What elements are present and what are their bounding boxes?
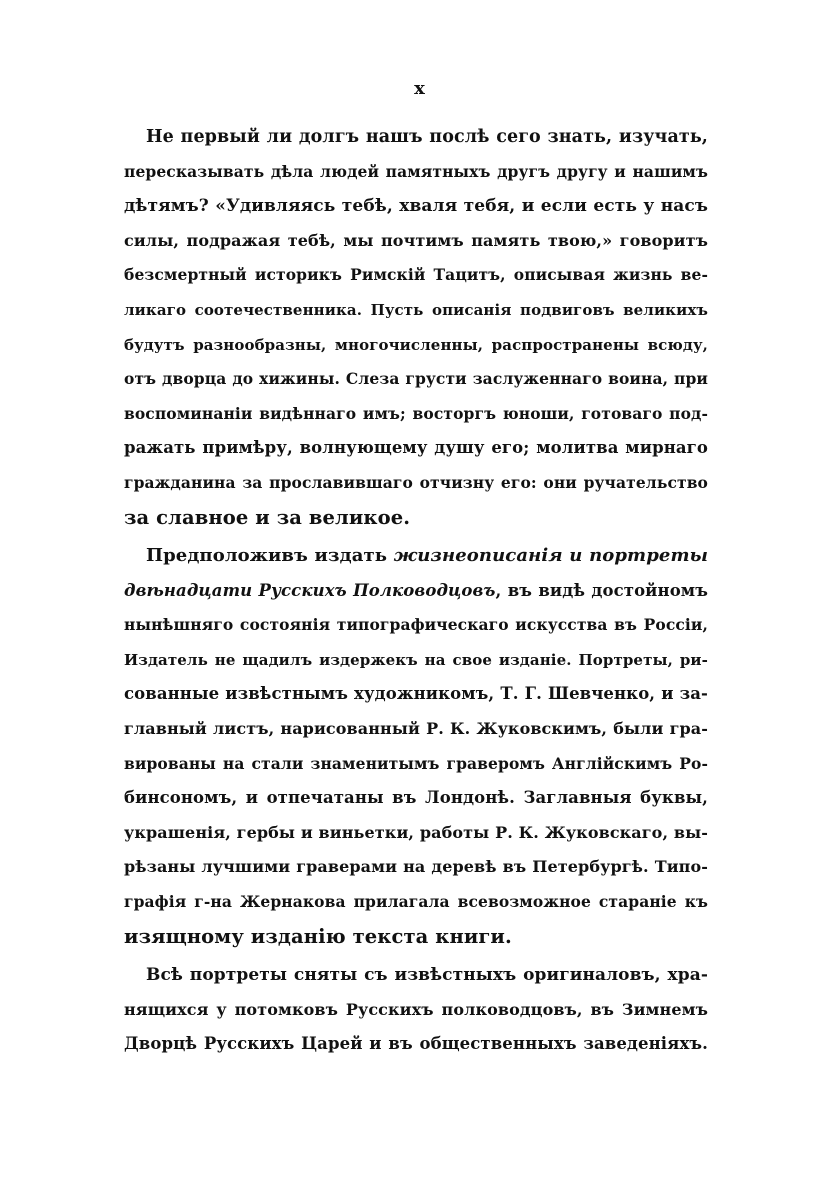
text-line: Дворцѣ Русскихъ Царей и въ общественныхъ заведеніяхъ. [124,1034,708,1054]
text-line: дѣтямъ? «Удивляясь тебѣ, хваля тебя, и если есть у насъ [124,196,708,217]
text-line: нынѣшняго состоянія типографическаго искусства въ Россіи, [124,615,708,635]
text-line: воспоминаніи видѣннаго имъ; восторгъ юноши, готоваго под- [124,403,708,423]
italic-title-run: двѣнадцати Русскихъ Полководцовъ [124,580,496,600]
text-line: отъ дворца до хижины. Слеза грусти заслуженнаго воина, при [124,369,708,389]
text-line: украшенія, гербы и виньетки, работы Р. К. Жуковскаго, вы- [124,822,708,842]
text-line: Издатель не щадилъ издержекъ на свое изданіе. Портреты, ри- [124,650,708,669]
text-run: Предположивъ издать [146,545,394,566]
text-line: сованные извѣстнымъ художникомъ, Т. Г. Шевченко, и за- [124,684,708,704]
text-line: бинсономъ, и отпечатаны въ Лондонѣ. Заглавныя буквы, [124,788,708,808]
text-line-mixed [124,539,708,574]
italic-title-run: жизнеописанія и портреты [393,545,708,566]
text-line: за славное и за великое. [124,505,411,529]
text-line: Всѣ портреты сняты съ извѣстныхъ оригиналовъ, хра- [146,965,708,985]
text-line: пересказывать дѣла людей памятныхъ другъ другу и нашимъ [124,161,708,181]
text-line: рѣзаны лучшими граверами на деревѣ въ Петербургѣ. Типо- [124,857,708,877]
text-line: силы, подражая тебѣ, мы почтимъ память твою,» говоритъ [124,230,708,250]
text-line: безсмертный историкъ Римскій Тацитъ, описывая жизнь ве- [124,265,708,285]
text-line: главный листъ, нарисованный Р. К. Жуковскимъ, были гра- [124,718,708,738]
text-line: гражданина за прославившаго отчизну его: они ручательство [124,472,708,492]
paragraph-3 [124,958,708,1062]
text-line: нящихся у потомковъ Русскихъ полководцовъ, въ Зимнемъ [124,999,708,1019]
text-line: изящному изданію текста книги. [124,924,512,948]
text-run: , въ видѣ достойномъ [495,580,708,600]
text-line: Не первый ли долгъ нашъ послѣ сего знать, изучать, [146,127,708,147]
text-line: вированы на стали знаменитымъ граверомъ Англійскимъ Ро- [124,753,708,773]
page-number: x [414,78,426,99]
text-line: графія г-на Жернакова прилагала всевозможное стараніе къ [124,891,708,911]
text-line: будутъ разнообразны, многочисленны, распространены всюду, [124,335,708,354]
paragraph-1 [124,120,708,535]
text-line-mixed [124,574,708,609]
text-line: ликаго соотечественника. Пусть описанія подвиговъ великихъ [124,300,708,319]
paragraph-2 [124,539,708,954]
text-line: ражать примѣру, волнующему душу его; молитва мирнаго [124,438,708,458]
